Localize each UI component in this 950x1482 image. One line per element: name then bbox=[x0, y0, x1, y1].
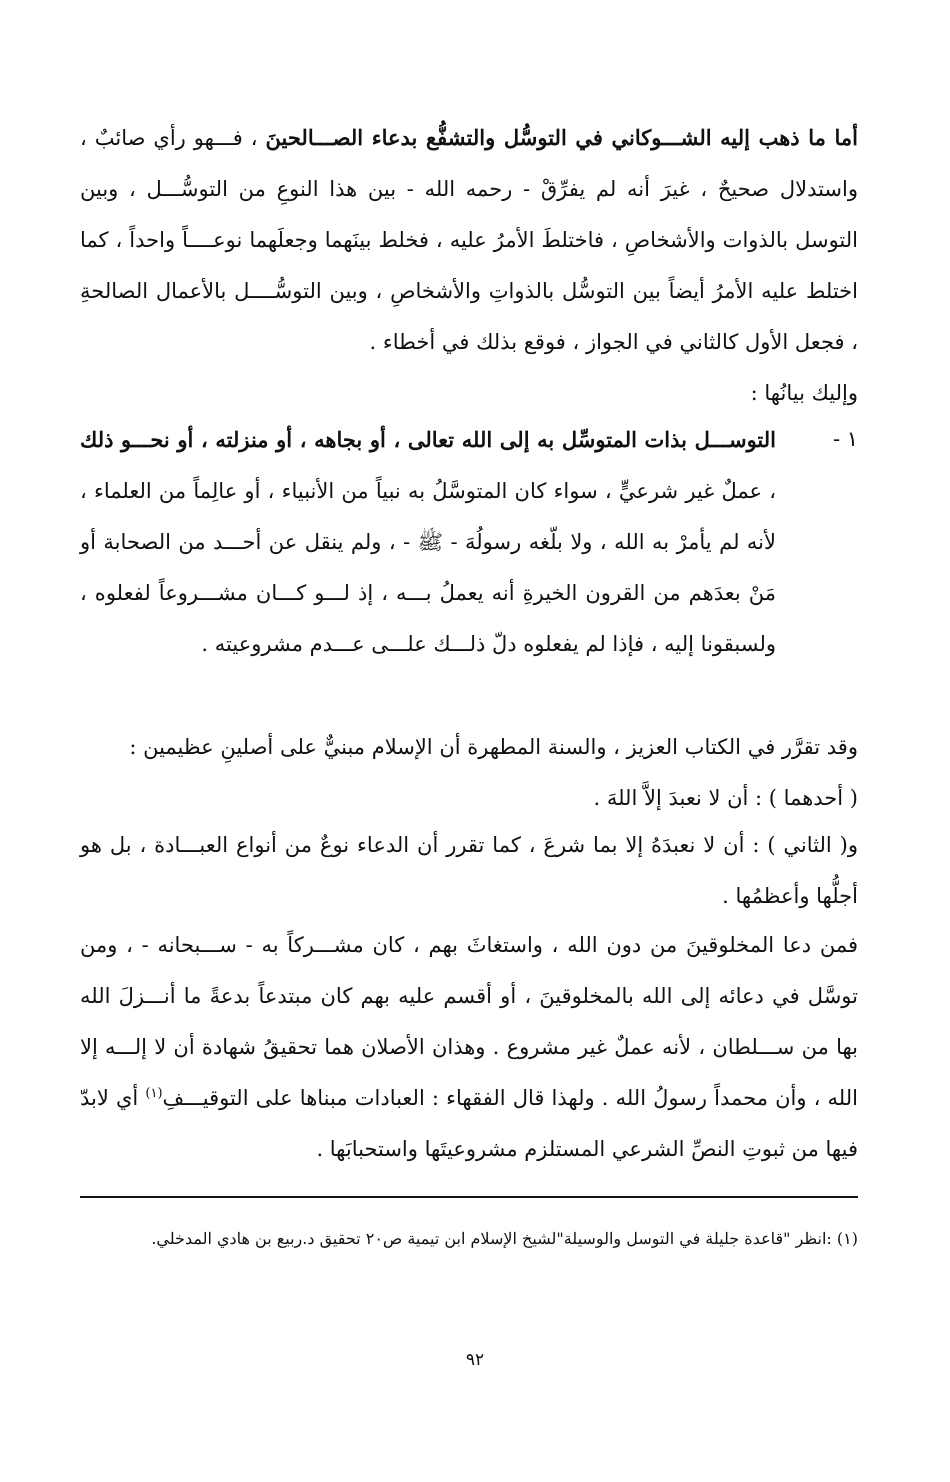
list-item-text: ، عملٌ غير شرعيٍّ ، سواء كان المتوسَّلُ به نبياً من الأنبياء ، أو عالِماً من العلماء ، لأنه لم يأمرْ به الله ، ولا بلّغه رسولُهَ - ﷺ - ، ولم ينقل عن أحـــد من الصحابة أو مَنْ بعدَهم من القرون الخيرةِ أنه يعملُ بـــه ، إذ لـــو كـــان مشـــروعاً لفعلوه ، ولسبقونا إليه ، فإذا لم يفعلوه دلّ ذلـــك علـــى عـــدم مشروعيته . bbox=[80, 479, 776, 656]
list-item-bold-lead: التوســـل بذات المتوسِّل به إلى الله تعالى ، أو بجاهه ، أو منزلته ، أو نحـــو ذلك bbox=[80, 427, 776, 452]
paragraph-bold-lead: أما ما ذهب إليه الشـــوكاني في التوسُّل والتشفُّع بدعاء الصـــالحينَ bbox=[265, 125, 858, 150]
paragraph-explanation-intro: وإليك بيانُها : bbox=[750, 381, 858, 405]
footnote: (١) :انظر "قاعدة جليلة في التوسل والوسيلة"لشيخ الإسلام ابن تيمية ص٢٠ تحقيق د.ربيع بن هادي المدخلي. bbox=[151, 1229, 858, 1248]
paragraph-text: ، فـــهو رأي صائبٌ ، واستدلال صحيحٌ ، غيرَ أنه لم يفرِّقْ - رحمه الله - بين هذا النوعِ من التوسُّـــل ، وبين التوسل بالذوات والأشخاصِ ، فاختلطَ الأمرُ عليه ، فخلط بينَهما وجعلَهما نوعــــاً واحداً ، كما اختلط عليه الأمرُ أيضاً بين التوسُّل بالذواتِ والأشخاصِ ، وبين التوسُّــــل بالأعمال الصالحةِ ، فجعل الأول كالثاني في الجواز ، فوقع بذلك في أخطاء . bbox=[80, 126, 858, 354]
footnote-divider bbox=[80, 1196, 858, 1198]
paragraph-shawkani bbox=[80, 112, 858, 368]
principles-intro: وقد تقرَّر في الكتاب العزيز ، والسنة المطهرة أن الإسلام مبنيٌّ على أصلينِ عظيمين : bbox=[129, 735, 858, 759]
list-item-body bbox=[80, 414, 776, 670]
paragraph-second-principle: و( الثاني ) : أن لا نعبدَهُ إلا بما شرعَ ، كما تقرر أن الدعاء نوعٌ من أنواع العبـــادة ، بل هو أجلُّها وأعظمُها . bbox=[80, 833, 858, 908]
footnote-reference[interactable]: (١) bbox=[145, 1086, 163, 1101]
paragraph-two-principles bbox=[80, 722, 858, 824]
list-item-number: ١ - bbox=[832, 427, 858, 451]
principle-first: ( أحدهما ) : أن لا نعبدَ إلاَّ اللهَ . bbox=[593, 786, 858, 810]
list-item-1 bbox=[80, 414, 858, 670]
conclusion-text-end: أي لابدّ فيها من ثبوتِ النصِّ الشرعي المستلزم مشروعيتَها واستحبابَها . bbox=[80, 1086, 858, 1161]
conclusion-text: فمن دعا المخلوقينَ من دون الله ، واستغاثَ بهم ، كان مشـــركاً به - ســـبحانه - ، ومن توسَّل في دعائه إلى الله بالمخلوقينَ ، أو أقسم عليه بهم كان مبتدعاً بدعةً ما أنـــزلَ الله بها من ســـلطان ، لأنه عملٌ غير مشروع . وهذان الأصلان هما تحقيقُ شهادة أن لا إلـــه إلا الله ، وأن محمداً رسولُ الله . ولهذا قال الفقهاء : العبادات مبناها على التوقيـــفِ bbox=[80, 933, 858, 1110]
page-number: ٩٢ bbox=[465, 1350, 485, 1370]
paragraph-conclusion bbox=[80, 920, 858, 1175]
